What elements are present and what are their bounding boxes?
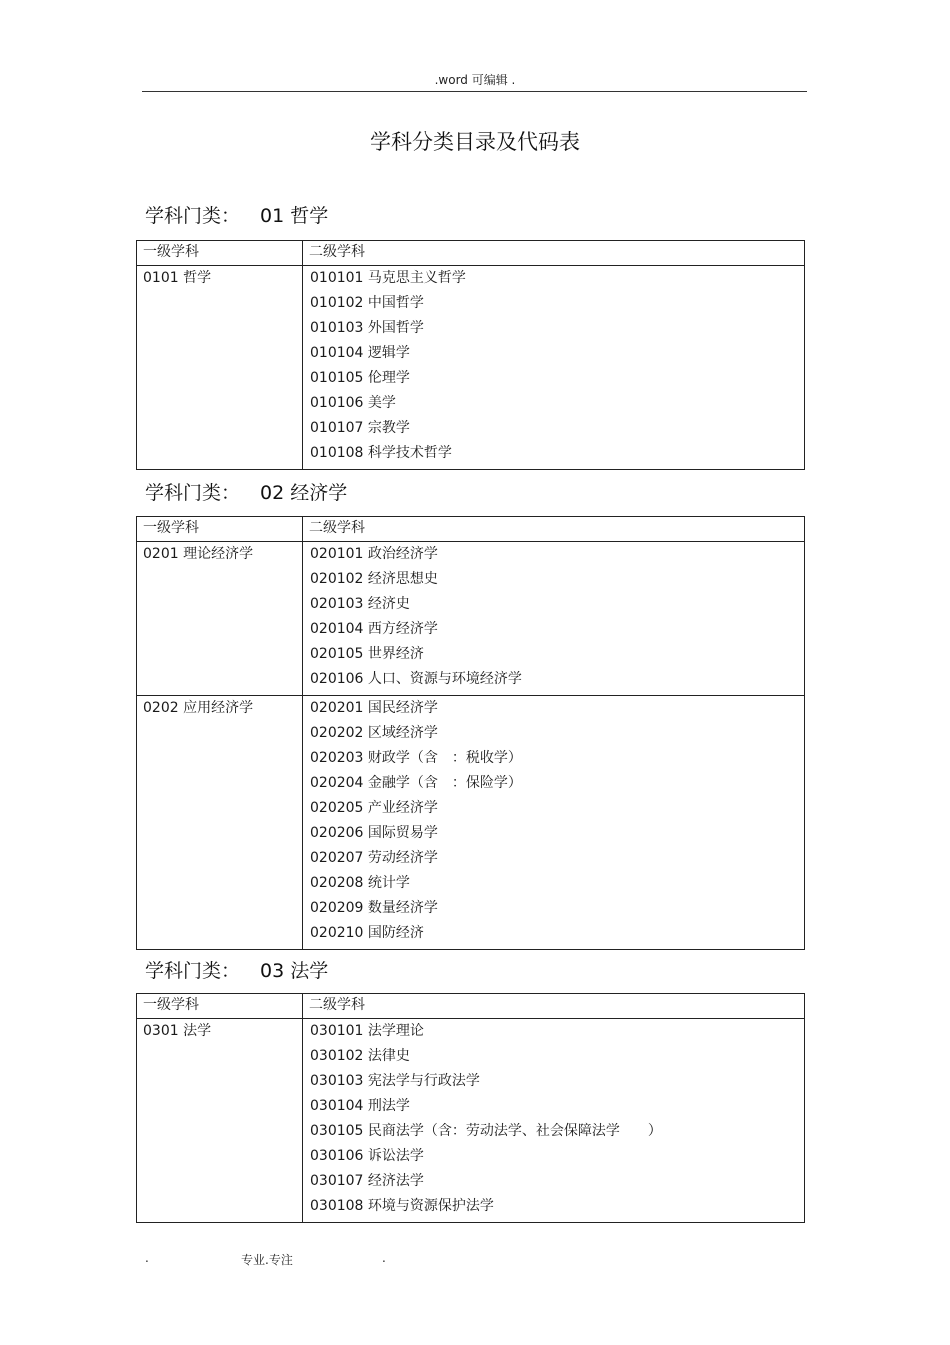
document-title: 学科分类目录及代码表 (370, 130, 580, 154)
subject-table-01 (136, 240, 805, 470)
second-level-item: 030101 法学理论 (310, 1023, 424, 1039)
column-header-second-level: 二级学科 (303, 994, 805, 1019)
subject-table-03 (136, 993, 805, 1223)
section-heading-02 (145, 478, 347, 505)
column-header-second-level: 二级学科 (303, 241, 805, 266)
section-label: 学科门类： (145, 482, 241, 504)
table-header-row (137, 517, 805, 542)
second-level-item: 030108 环境与资源保护法学 (310, 1198, 494, 1214)
first-level-subject: 0202 应用经济学 (137, 696, 303, 950)
footer-right-mark: . (382, 1251, 386, 1265)
second-level-item: 010103 外国哲学 (310, 320, 424, 336)
second-level-list (303, 542, 805, 696)
second-level-item: 020101 政治经济学 (310, 546, 438, 562)
second-level-item: 030106 诉讼法学 (310, 1148, 424, 1164)
section-value: 03 法学 (260, 960, 329, 982)
second-level-item: 010104 逻辑学 (310, 345, 410, 361)
second-level-item: 030104 刑法学 (310, 1098, 410, 1114)
second-level-item: 020105 世界经济 (310, 646, 424, 662)
second-level-item: 020207 劳动经济学 (310, 850, 438, 866)
section-label: 学科门类： (145, 960, 241, 982)
second-level-item: 020104 西方经济学 (310, 621, 438, 637)
footer-left-mark: . (145, 1251, 149, 1265)
section-value: 02 经济学 (260, 482, 348, 504)
second-level-item: 020202 区域经济学 (310, 725, 438, 741)
footer-text: 专业.专注 (241, 1253, 293, 1267)
section-label: 学科门类： (145, 205, 241, 227)
table-row (137, 696, 805, 950)
second-level-item: 010101 马克思主义哲学 (310, 270, 466, 286)
column-header-second-level: 二级学科 (303, 517, 805, 542)
second-level-item: 010106 美学 (310, 395, 396, 411)
second-level-list (303, 1019, 805, 1223)
second-level-item: 010107 宗教学 (310, 420, 410, 436)
section-heading-01 (145, 201, 328, 228)
second-level-item: 020206 国际贸易学 (310, 825, 438, 841)
second-level-item: 020205 产业经济学 (310, 800, 438, 816)
second-level-list (303, 266, 805, 470)
second-level-item: 020106 人口、资源与环境经济学 (310, 671, 522, 687)
second-level-item: 020209 数量经济学 (310, 900, 438, 916)
table-row (137, 1019, 805, 1223)
second-level-item: 020210 国防经济 (310, 925, 424, 941)
column-header-first-level: 一级学科 (137, 517, 303, 542)
second-level-item: 020208 统计学 (310, 875, 410, 891)
table-header-row (137, 241, 805, 266)
subject-table-02 (136, 516, 805, 950)
header-rule (142, 91, 807, 92)
table-header-row (137, 994, 805, 1019)
table-row (137, 266, 805, 470)
second-level-item: 020203 财政学（含 ：税收学） (310, 750, 522, 766)
second-level-list (303, 696, 805, 950)
column-header-first-level: 一级学科 (137, 241, 303, 266)
section-value: 01 哲学 (260, 205, 329, 227)
second-level-item: 010102 中国哲学 (310, 295, 424, 311)
second-level-item: 020204 金融学（含 ：保险学） (310, 775, 522, 791)
second-level-item: 030103 宪法学与行政法学 (310, 1073, 480, 1089)
second-level-item: 010108 科学技术哲学 (310, 445, 452, 461)
table-row (137, 542, 805, 696)
second-level-item: 020102 经济思想史 (310, 571, 438, 587)
first-level-subject: 0201 理论经济学 (137, 542, 303, 696)
page-header: .word 可编辑 . (434, 73, 516, 87)
second-level-item: 010105 伦理学 (310, 370, 410, 386)
second-level-item: 030102 法律史 (310, 1048, 410, 1064)
section-heading-03 (145, 956, 328, 983)
first-level-subject: 0101 哲学 (137, 266, 303, 470)
second-level-item: 030105 民商法学（含：劳动法学、社会保障法学 ） (310, 1123, 662, 1139)
second-level-item: 030107 经济法学 (310, 1173, 424, 1189)
second-level-item: 020201 国民经济学 (310, 700, 438, 716)
second-level-item: 020103 经济史 (310, 596, 410, 612)
column-header-first-level: 一级学科 (137, 994, 303, 1019)
first-level-subject: 0301 法学 (137, 1019, 303, 1223)
